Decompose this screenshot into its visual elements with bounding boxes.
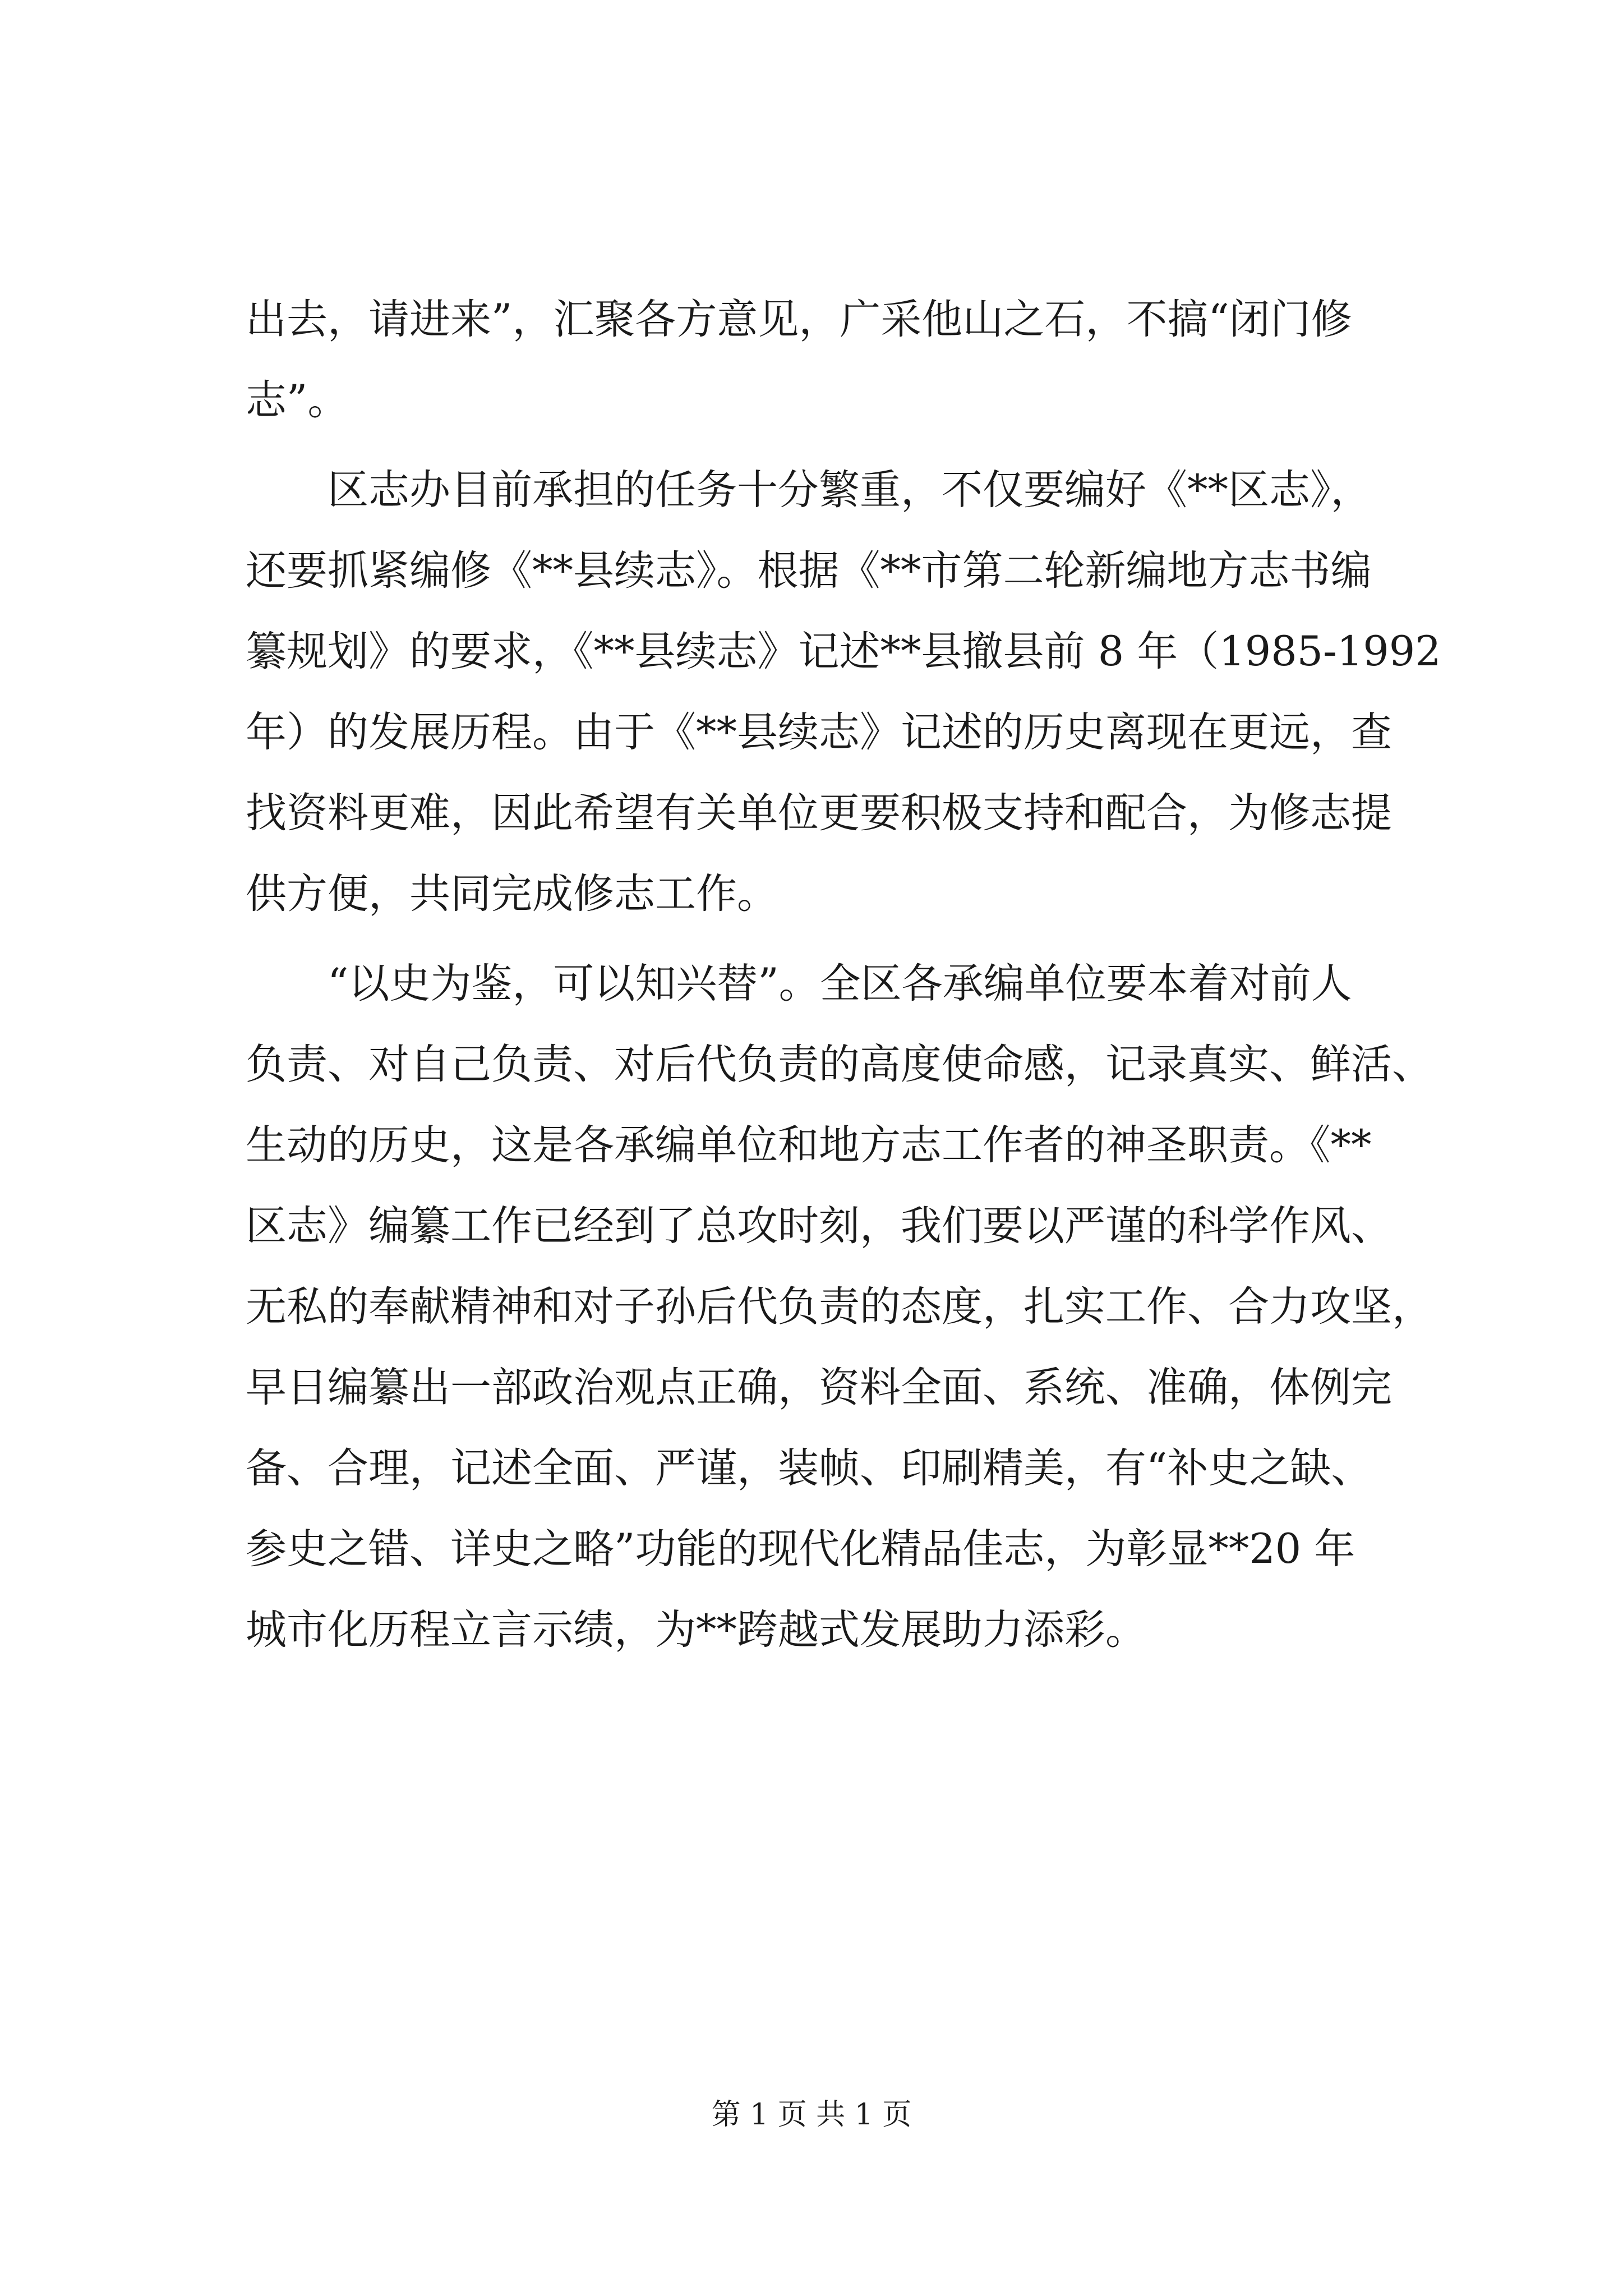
text-line: 城市化历程立言示绩，为**跨越式发展助力添彩。: [246, 1606, 1146, 1654]
text-line: “以史为鉴，可以知兴替”。全区各承编单位要本着对前人: [246, 960, 1352, 1007]
text-line: 备、合理，记述全面、严谨，装帧、印刷精美，有“补史之缺、: [246, 1444, 1372, 1492]
text-line: 年）的发展历程。由于《**县续志》记述的历史离现在更远，查: [246, 708, 1392, 756]
text-line: 还要抓紧编修《**县续志》。根据《**市第二轮新编地方志书编: [246, 547, 1372, 595]
text-line: 早日编纂出一部政治观点正确，资料全面、系统、准确，体例完: [246, 1364, 1392, 1411]
paragraph: [246, 279, 1401, 441]
text-line: 区志办目前承担的任务十分繁重，不仅要编好《**区志》，: [246, 466, 1372, 514]
text-line: 参史之错、详史之略”功能的现代化精品佳志，为彰显**20 年: [246, 1525, 1355, 1573]
page-number-footer: 第 1 页 共 1 页: [711, 2098, 912, 2132]
text-line: 区志》编纂工作已经到了总攻时刻，我们要以严谨的科学作风、: [246, 1202, 1392, 1250]
text-line: 纂规划》的要求，《**县续志》记述**县撤县前 8 年（1985-1992: [246, 628, 1441, 675]
text-line: 找资料更难，因此希望有关单位更要积极支持和配合，为修志提: [246, 789, 1392, 837]
text-line: 供方便，共同完成修志工作。: [246, 870, 778, 918]
text-line: 负责、对自己负责、对后代负责的高度使命感，记录真实、鲜活、: [246, 1041, 1433, 1088]
text-line: 志”。: [246, 376, 349, 424]
paragraph: [246, 450, 1441, 935]
text-line: 出去，请进来”，汇聚各方意见，广采他山之石，不搞“闭门修: [246, 296, 1352, 343]
body-text: [246, 279, 1441, 1671]
text-line: 无私的奉献精神和对子孙后代负责的态度，扎实工作、合力攻坚，: [246, 1283, 1433, 1331]
text-line: 生动的历史，这是各承编单位和地方志工作者的神圣职责。《**: [246, 1121, 1372, 1169]
paragraph: [246, 944, 1433, 1671]
